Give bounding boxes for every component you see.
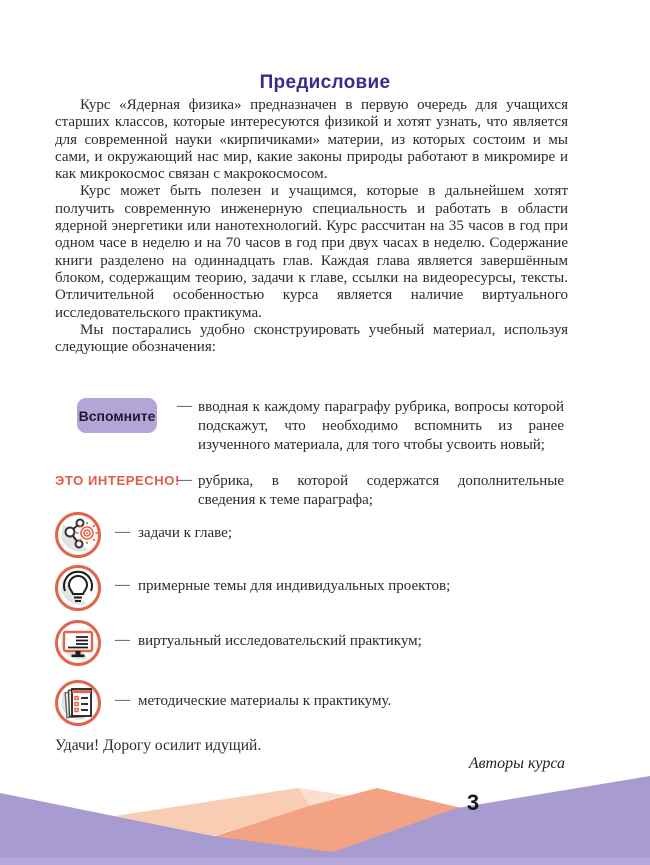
dash-separator: — xyxy=(177,472,192,488)
legend-text-interesting: рубрика, в которой содержатся дополнительные сведения к теме параграфа; xyxy=(198,473,564,508)
dash-separator: — xyxy=(115,632,130,648)
paragraph-notation-intro: Мы постарались удобно сконструировать учебный материал, используя следующие обозначения: xyxy=(55,321,568,356)
authors-signature: Авторы курса xyxy=(468,755,565,772)
dash-separator: — xyxy=(115,524,130,540)
dash-separator: — xyxy=(115,692,130,708)
legend-text-projects: примерные темы для индивидуальных проектов; xyxy=(138,578,451,594)
footer-mountain-decoration xyxy=(0,775,650,865)
legend-text-vspomnite: вводная к каждому параграфу рубрика, вопросы которой подскажут, что необходимо вспомнить из ранее изученного материала, для того чтобы усвоить новый; xyxy=(198,399,564,453)
paragraph-course-audience: Курс «Ядерная физика» предназначен в первую очередь для учащихся старших классов, которые интересуются физикой и хотят узнать, что является для современной науки «кирпичиками» материи, из которых состоим и мы сами, и окружающий нас мир, какие законы природы работают в микромире и как микрокосмос связан с макрокосмосом. xyxy=(55,97,568,183)
paragraph-course-structure: Курс может быть полезен и учащимся, которые в дальнейшем хотят получить современную инженерную специальность и работать в области ядерной энергетики или нанотехнологий. Курс рассчитан на 35 часов в год при одном часе в неделю и на 70 часов в год при двух часах в неделю. Содержание книги разделено на одиннадцать глав. Каждая глава является завершённым блоком, содержащим теорию, задачи к главе, ссылки на видеоресурсы, тексты. Отличительной особенностью курса является наличие виртуального исследовательского практикума. xyxy=(55,183,568,321)
legend-text-practicum: виртуальный исследовательский практикум; xyxy=(138,633,422,649)
intro-paragraphs xyxy=(55,97,568,356)
monitor-icon xyxy=(54,619,102,667)
page-title: Предисловие xyxy=(259,72,391,93)
documents-icon xyxy=(54,679,102,727)
lightbulb-icon xyxy=(54,564,102,612)
interesting-label: ЭТО ИНТЕРЕСНО! xyxy=(55,473,180,488)
dash-separator: — xyxy=(115,577,130,593)
molecule-icon xyxy=(54,511,102,559)
page-number: 3 xyxy=(466,790,480,815)
legend-text-method-materials: методические материалы к практикуму. xyxy=(138,693,392,709)
legend-row-method-materials xyxy=(0,679,650,727)
vspomnite-badge: Вспомните xyxy=(77,398,157,433)
legend-row-tasks xyxy=(0,511,650,559)
legend-row-projects xyxy=(0,564,650,612)
legend-row-practicum xyxy=(0,619,650,667)
closing-wish: Удачи! Дорогу осилит идущий. xyxy=(55,737,262,754)
legend-text-tasks: задачи к главе; xyxy=(138,525,232,541)
dash-separator: — xyxy=(177,398,192,414)
